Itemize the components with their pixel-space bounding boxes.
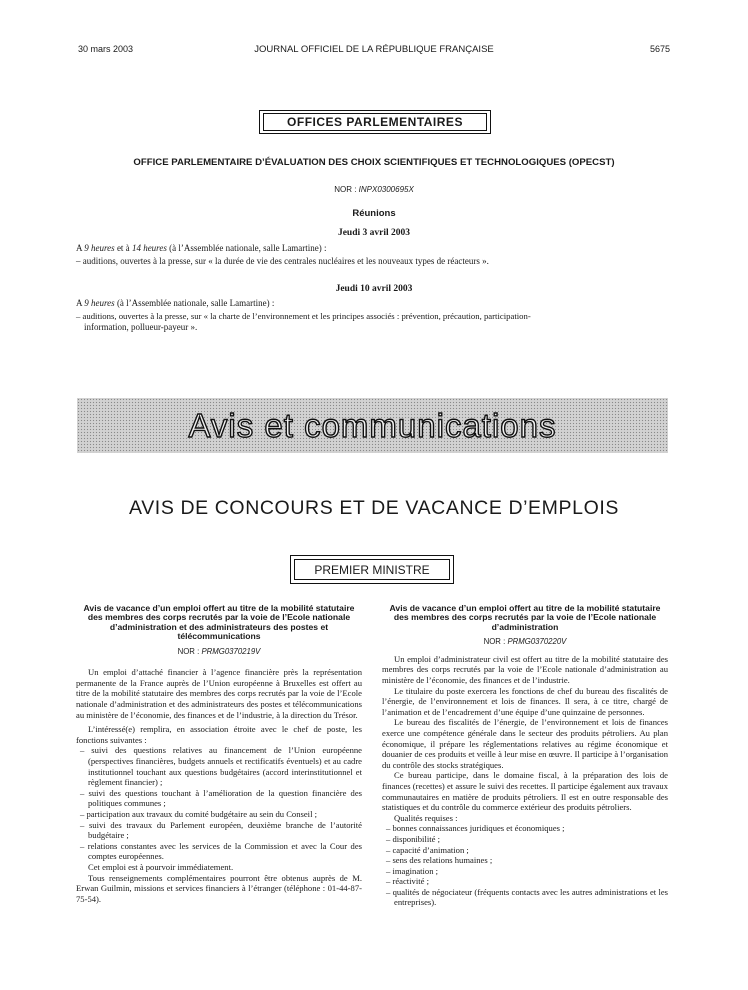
header-page-number: 5675 bbox=[650, 44, 671, 54]
right-nor bbox=[382, 637, 668, 648]
meeting1-time: 9 heures bbox=[84, 243, 115, 253]
right-nor-label: NOR : bbox=[483, 637, 506, 647]
ministry-box bbox=[290, 555, 454, 584]
header-journal-title: JOURNAL OFFICIEL DE LA RÉPUBLIQUE FRANÇAISE bbox=[254, 44, 494, 55]
meeting2-line2: – auditions, ouvertes à la presse, sur « la charte de l’environnement et les principes associés : prévention, précaution, participation- bbox=[76, 311, 531, 321]
meeting1-time2: 14 heures bbox=[131, 243, 167, 253]
meeting1-b: et à bbox=[116, 243, 130, 253]
meeting2-time: 9 heures bbox=[84, 298, 115, 308]
right-column bbox=[382, 604, 668, 908]
concours-title: AVIS DE CONCOURS ET DE VACANCE D’EMPLOIS bbox=[129, 497, 619, 519]
nor-label: NOR : bbox=[334, 185, 357, 194]
meeting1-a: A bbox=[76, 243, 83, 253]
left-duties-list bbox=[76, 745, 362, 862]
left-column bbox=[76, 604, 362, 904]
list-item: – imagination ; bbox=[382, 866, 668, 877]
meeting2-a: A bbox=[76, 298, 83, 308]
left-paragraph-4: Tous renseignements complémentaires pourront être obtenus auprès de M. Erwan Guilmin, missions et services financiers à l’étranger (téléphone : 01-44-87-75-54). bbox=[76, 872, 362, 904]
reunions-heading: Réunions bbox=[352, 208, 396, 219]
left-paragraph-2: L’intéressé(e) remplira, en association étroite avec le chef de poste, les fonctions suivantes : bbox=[76, 724, 362, 745]
list-item: – relations constantes avec les services de la Commission et avec la Cour des comptes européennes. bbox=[76, 841, 362, 862]
office-nor bbox=[0, 185, 748, 194]
list-item: – participation aux travaux du comité budgétaire au sein du Conseil ; bbox=[76, 809, 362, 820]
meeting1-day: Jeudi 3 avril 2003 bbox=[337, 228, 411, 238]
right-nor-code: PRMG0370220V bbox=[507, 637, 567, 647]
header-date: 30 mars 2003 bbox=[78, 44, 134, 54]
left-nor bbox=[76, 647, 362, 658]
right-notice-title: Avis de vacance d’un emploi offert au titre de la mobilité statutaire des membres des corps recrutés par la voie de l’Ecole nationale d’administration bbox=[389, 603, 661, 632]
right-paragraph-1: Un emploi d’administrateur civil est offert au titre de la mobilité statutaire des membres des corps recrutés par la voie de l’Ecole nationale d’administration au ministère de l’économie, des finances et de l’industrie. bbox=[382, 653, 668, 685]
list-item: – bonnes connaissances juridiques et économiques ; bbox=[382, 823, 668, 834]
right-paragraph-5: Qualités requises : bbox=[394, 812, 458, 823]
left-nor-code: PRMG0370219V bbox=[201, 646, 261, 656]
left-notice-title: Avis de vacance d’un emploi offert au titre de la mobilité statutaire des membres des corps recrutés par la voie de l’Ecole nationale d’administration et des administrateurs des postes et télécommunications bbox=[83, 603, 355, 642]
list-item: – disponibilité ; bbox=[382, 834, 668, 845]
left-paragraph-3: Cet emploi est à pourvoir immédiatement. bbox=[88, 861, 234, 872]
meeting2-day: Jeudi 10 avril 2003 bbox=[335, 284, 413, 294]
list-item: – capacité d’animation ; bbox=[382, 845, 668, 856]
avis-banner bbox=[77, 398, 668, 453]
meeting1-line1 bbox=[76, 243, 327, 253]
list-item: – réactivité ; bbox=[382, 876, 668, 887]
left-nor-label: NOR : bbox=[177, 646, 200, 656]
list-item: – sens des relations humaines ; bbox=[382, 855, 668, 866]
meeting2-line3: information, pollueur-payeur ». bbox=[84, 322, 198, 332]
left-paragraph-1: Un emploi d’attaché financier à l’agence financière près la représentation permanente de la France auprès de l’Union européenne à Bruxelles est offert au titre de la mobilité statutaire des membres des corps recrutés par la voie de l’Ecole nationale d’administration et des administrateurs des postes et télécommunications au ministère de l’économie, des finances et de l’industrie, à la direction du Trésor. bbox=[76, 667, 362, 720]
meeting1-line2: – auditions, ouvertes à la presse, sur « la durée de vie des centrales nucléaires et les nouveaux types de réacteurs ». bbox=[76, 256, 489, 266]
list-item: – suivi des travaux du Parlement européen, deuxième branche de l’autorité budgétaire ; bbox=[76, 820, 362, 841]
avis-banner-text: Avis et communications bbox=[188, 406, 557, 444]
meeting2-c: (à l’Assemblée nationale, salle Lamartine) : bbox=[116, 298, 275, 308]
ministry-label: PREMIER MINISTRE bbox=[294, 559, 450, 580]
list-item: – suivi des questions relatives au financement de l’Union européenne (perspectives financières, budgets annuels et rectificatifs éventuels) et au cadre institutionnel touchant aux questions budgétaires (accord interinstitutionnel et règlement financier) ; bbox=[76, 745, 362, 787]
meeting2-line1 bbox=[76, 298, 274, 308]
list-item: – suivi des questions touchant à l’amélioration de la question financière des politiques communes ; bbox=[76, 788, 362, 809]
right-qualities-list bbox=[382, 823, 668, 908]
meeting1-c: (à l’Assemblée nationale, salle Lamartine) : bbox=[169, 243, 327, 253]
nor-code: INPX0300695X bbox=[358, 185, 414, 194]
right-paragraph-2: Le titulaire du poste exercera les fonctions de chef du bureau des fiscalités de l’énergie, de l’environnement et lois de finances. Il sera, à ce titre, chargé de l’animation et de l’encadrement d’une équipe d’une quinzaine de personnes. bbox=[382, 685, 668, 717]
section-box bbox=[259, 110, 491, 134]
section-box-label: OFFICES PARLEMENTAIRES bbox=[263, 113, 487, 131]
list-item: – qualités de négociateur (fréquents contacts avec les autres administrations et les entreprises). bbox=[382, 887, 668, 908]
right-paragraph-4: Ce bureau participe, dans le domaine fiscal, à la préparation des lois de finances (recettes) et assure le suivi des recettes. Il participe également aux travaux communautaires en matière de produits pétroliers. Il est en outre responsable des statistiques et du contrôle du commerce extérieur des produits pétroliers. bbox=[382, 770, 668, 813]
right-paragraph-3: Le bureau des fiscalités de l’énergie, de l’environnement et lois de finances exerce une compétence générale dans le secteur des produits pétroliers. Au plan économique, il prépare les réglementations relatives au régime économique et douanier de ces produits et veille à leur mise en œuvre. Il participe à l’organisation du contrôle des stocks stratégiques. bbox=[382, 717, 668, 770]
office-title: OFFICE PARLEMENTAIRE D’ÉVALUATION DES CHOIX SCIENTIFIQUES ET TECHNOLOGIQUES (OPECST) bbox=[133, 157, 615, 168]
